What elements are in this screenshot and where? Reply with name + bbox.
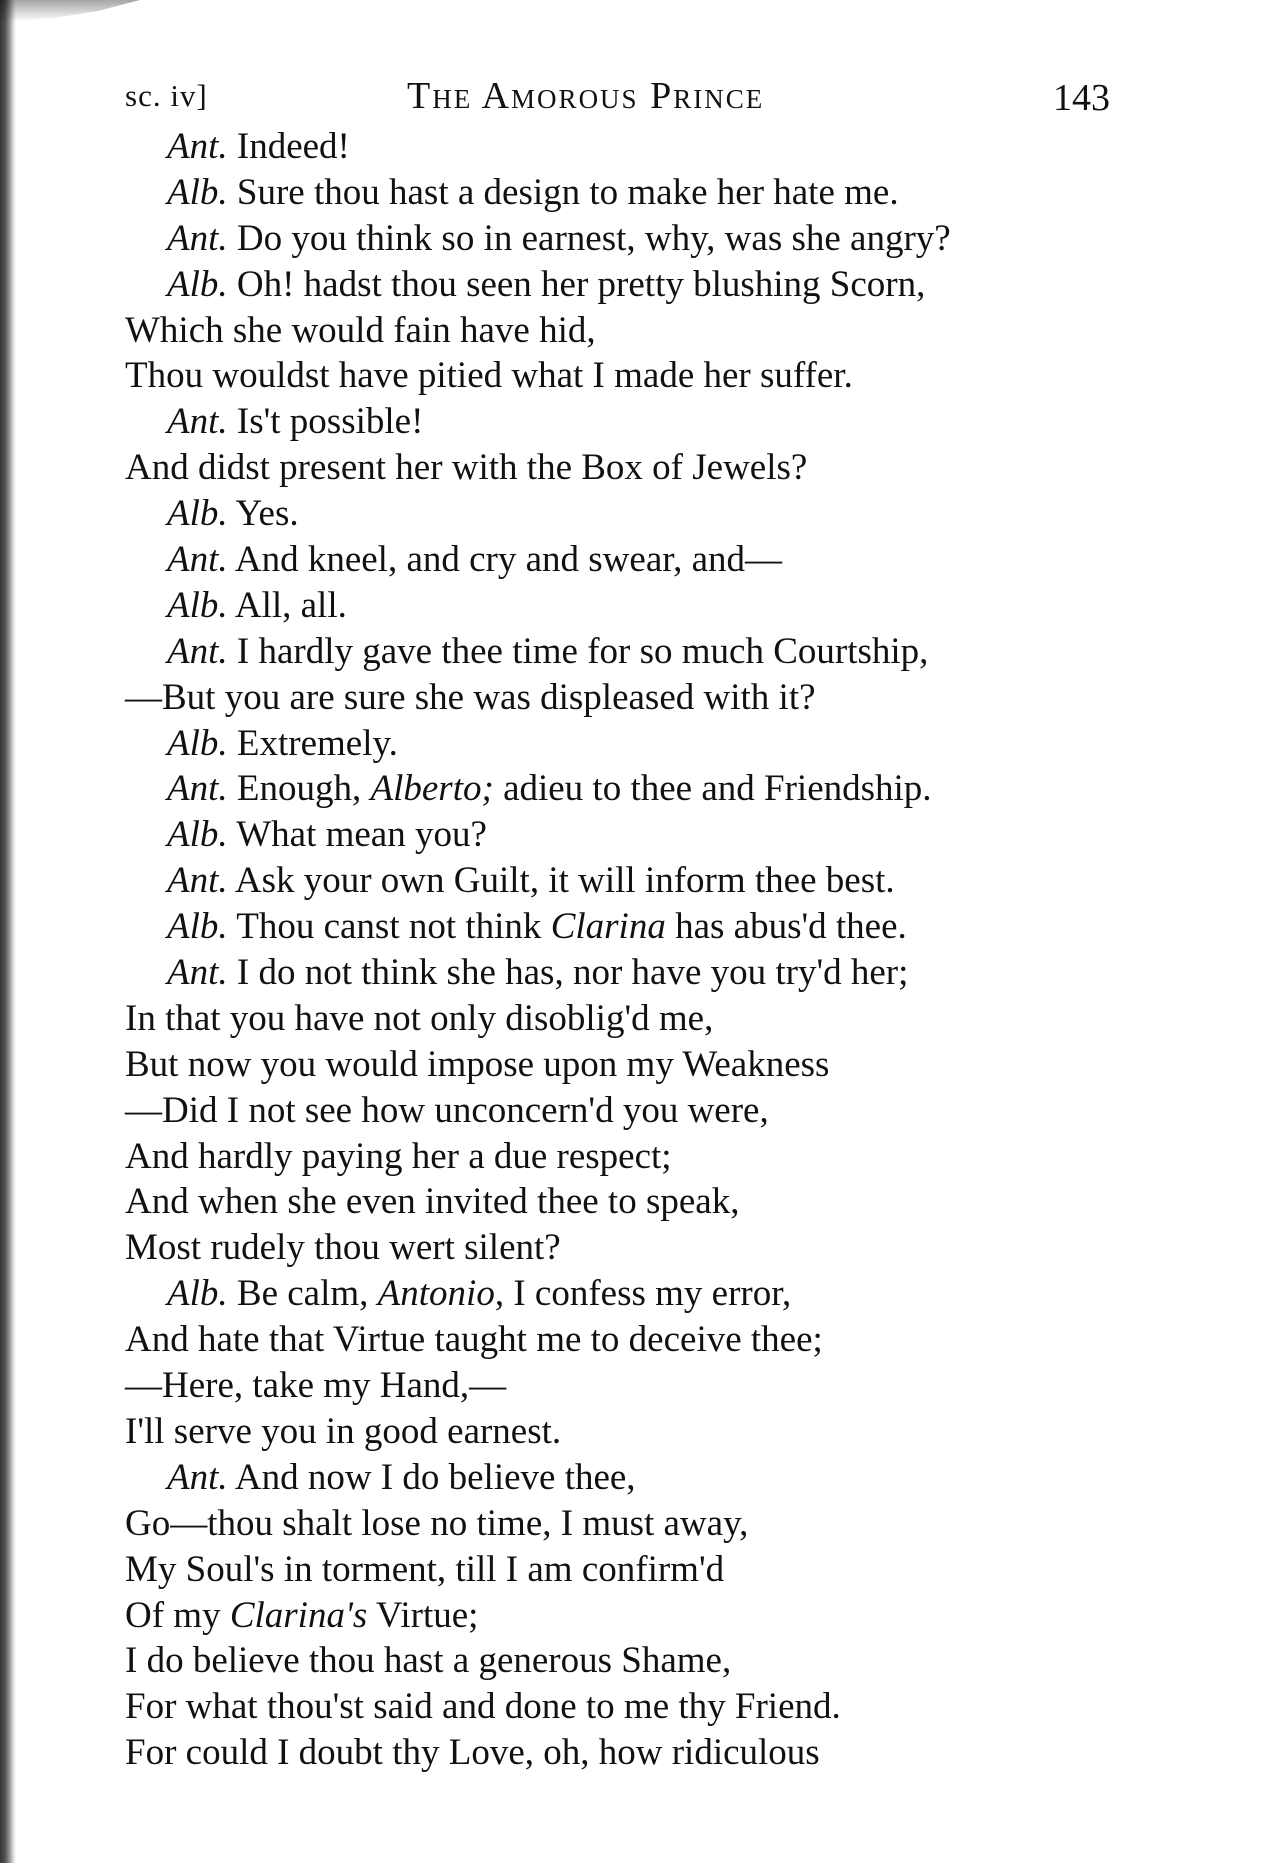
scan-edge-shadow — [0, 0, 16, 1863]
speaker-name: Ant. — [167, 401, 228, 443]
speech-line — [125, 721, 1125, 767]
speech-line — [125, 1271, 1125, 1317]
scan-corner-shadow — [0, 0, 140, 22]
line-text: adieu to thee and Friendship. — [493, 768, 932, 810]
speech-line — [125, 124, 1125, 170]
line-text: And now I do believe thee, — [227, 1456, 636, 1498]
speaker-name: Alb. — [167, 493, 228, 535]
line-text: Extremely. — [227, 722, 398, 764]
line-text: , I confess my error, — [494, 1273, 792, 1315]
speaker-name: Ant. — [167, 126, 228, 167]
line-text: Sure thou hast a design to make her hate me. — [227, 171, 899, 213]
speech-line — [125, 1455, 1125, 1501]
speech-line — [125, 262, 1125, 308]
verse-line — [125, 1042, 1125, 1088]
italic-name: Clarina — [550, 906, 666, 948]
speaker-name: Ant. — [167, 630, 228, 672]
verse-line — [125, 445, 1125, 491]
speaker-name: Ant. — [167, 1456, 228, 1498]
line-text: I do believe thou hast a generous Shame, — [125, 1640, 732, 1682]
line-text: For could I doubt thy Love, oh, how ridiculous — [125, 1732, 820, 1774]
running-header — [125, 70, 1110, 120]
verse-line — [125, 1088, 1125, 1134]
italic-name: Antonio — [377, 1273, 495, 1315]
speaker-name: Ant. — [167, 539, 228, 581]
verse-line — [125, 1593, 1125, 1639]
speaker-name: Alb. — [167, 584, 228, 626]
line-text: —Here, take my Hand,— — [125, 1365, 507, 1407]
line-text: Thou wouldst have pitied what I made her suffer. — [125, 355, 853, 397]
line-text: For what thou'st said and done to me thy Friend. — [125, 1686, 841, 1728]
line-text: Do you think so in earnest, why, was she angry? — [227, 217, 951, 259]
speaker-name: Alb. — [167, 1273, 228, 1315]
line-text: Enough, — [227, 768, 371, 810]
line-text: All, all. — [227, 584, 347, 626]
verse-line — [125, 1409, 1125, 1455]
line-text: Thou canst not think — [227, 906, 551, 948]
line-text: My Soul's in torment, till I am confirm'd — [125, 1548, 725, 1590]
verse-line — [125, 1501, 1125, 1547]
line-text: What mean you? — [227, 814, 487, 856]
line-text: Indeed! — [227, 126, 350, 167]
play-text — [125, 124, 1125, 1776]
line-text: I do not think she has, nor have you try'd her; — [227, 952, 909, 994]
line-text: Ask your own Guilt, it will inform thee best. — [227, 860, 895, 902]
verse-line — [125, 1317, 1125, 1363]
speech-line — [125, 399, 1125, 445]
verse-line — [125, 1638, 1125, 1684]
speaker-name: Ant. — [167, 768, 228, 810]
line-text: Virtue; — [367, 1594, 479, 1636]
italic-name: Alberto; — [370, 768, 494, 810]
speech-line — [125, 904, 1125, 950]
line-text: And hate that Virtue taught me to deceive thee; — [125, 1319, 823, 1361]
speech-line — [125, 491, 1125, 537]
speech-line — [125, 216, 1125, 262]
line-text: And didst present her with the Box of Jewels? — [125, 447, 808, 489]
speaker-name: Ant. — [167, 952, 228, 994]
line-text: —But you are sure she was displeased with it? — [125, 676, 816, 718]
line-text: —Did I not see how unconcern'd you were, — [125, 1089, 769, 1131]
line-text: And kneel, and cry and swear, and— — [227, 539, 783, 581]
line-text: And hardly paying her a due respect; — [125, 1135, 672, 1177]
line-text: I hardly gave thee time for so much Courtship, — [227, 630, 929, 672]
speech-line — [125, 766, 1125, 812]
verse-line — [125, 1684, 1125, 1730]
verse-line — [125, 1179, 1125, 1225]
verse-line — [125, 1225, 1125, 1271]
speaker-name: Alb. — [167, 263, 228, 305]
verse-line — [125, 353, 1125, 399]
line-text: Which she would fain have hid, — [125, 309, 596, 351]
speaker-name: Ant. — [167, 860, 228, 902]
speaker-name: Alb. — [167, 814, 228, 856]
speech-line — [125, 170, 1125, 216]
line-text: But now you would impose upon my Weakness — [125, 1043, 830, 1085]
page-number: 143 — [1053, 77, 1110, 119]
verse-line — [125, 1547, 1125, 1593]
line-text: Be calm, — [227, 1273, 378, 1315]
verse-line — [125, 308, 1125, 354]
line-text: Yes. — [227, 493, 299, 535]
speech-line — [125, 858, 1125, 904]
speech-line — [125, 950, 1125, 996]
line-text: And when she even invited thee to speak, — [125, 1181, 740, 1223]
speaker-name: Alb. — [167, 906, 228, 948]
speech-line — [125, 583, 1125, 629]
speech-line — [125, 537, 1125, 583]
speaker-name: Ant. — [167, 217, 228, 259]
line-text: Is't possible! — [227, 401, 424, 443]
verse-line — [125, 1730, 1125, 1776]
section-reference: sc. iv] — [125, 78, 208, 113]
verse-line — [125, 675, 1125, 721]
speech-line — [125, 629, 1125, 675]
line-text: In that you have not only disoblig'd me, — [125, 997, 714, 1039]
line-text: Most rudely thou wert silent? — [125, 1227, 561, 1269]
speaker-name: Alb. — [167, 722, 228, 764]
line-text: Go—thou shalt lose no time, I must away, — [125, 1502, 749, 1544]
verse-line — [125, 1363, 1125, 1409]
speech-line — [125, 812, 1125, 858]
verse-line — [125, 996, 1125, 1042]
line-text: I'll serve you in good earnest. — [125, 1410, 562, 1452]
speaker-name: Alb. — [167, 171, 228, 213]
play-title: The Amorous Prince — [407, 75, 765, 117]
line-text: has abus'd thee. — [665, 906, 907, 948]
line-text: Oh! hadst thou seen her pretty blushing Scorn, — [227, 263, 926, 305]
italic-name: Clarina's — [229, 1594, 368, 1636]
verse-line — [125, 1134, 1125, 1180]
line-text: Of my — [125, 1594, 230, 1636]
